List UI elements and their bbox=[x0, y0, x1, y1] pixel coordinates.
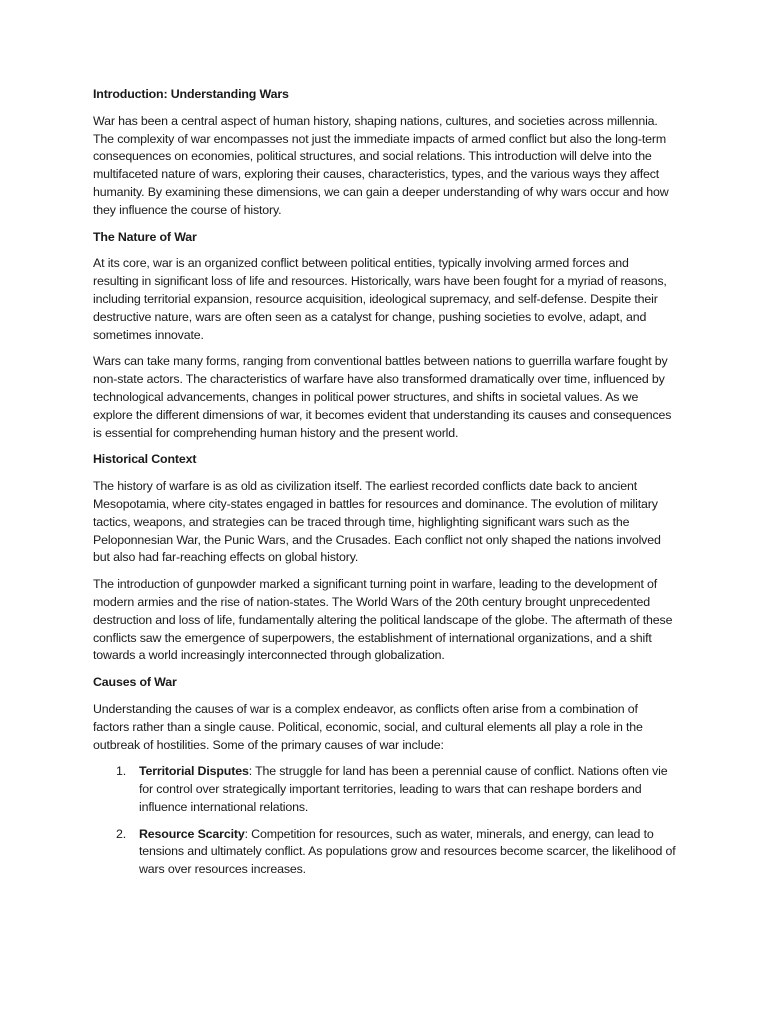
causes-list bbox=[93, 763, 677, 879]
heading-nature-of-war: The Nature of War bbox=[93, 229, 197, 244]
heading-introduction: Introduction: Understanding Wars bbox=[93, 87, 289, 101]
list-item bbox=[93, 763, 677, 816]
heading-causes-of-war: Causes of War bbox=[93, 675, 177, 690]
document-page bbox=[93, 86, 677, 888]
heading-historical-context: Historical Context bbox=[93, 452, 197, 467]
list-number: 1. bbox=[116, 764, 127, 779]
paragraph-introduction: War has been a central aspect of human history, shaping nations, cultures, and societies across millennia. The complexity of war encompasses not just the immediate impacts of armed conflict but also the long-term consequences on economies, political structures, and social relations. This introduction will delve into the multifaceted nature of wars, exploring their causes, characteristics, types, and the various ways they affect humanity. By examining these dimensions, we can gain a deeper understanding of why wars occur and how they influence the course of history. bbox=[93, 113, 669, 217]
paragraph-nature-1: At its core, war is an organized conflict between political entities, typically involving armed forces and resulting in significant loss of life and resources. Historically, wars have been fought for a myriad of reasons, including territorial expansion, resource acquisition, ideological supremacy, and self-defense. Despite their destructive nature, wars are often seen as a catalyst for change, pushing societies to evolve, adapt, and sometimes innovate. bbox=[93, 256, 667, 342]
paragraph-causes: Understanding the causes of war is a complex endeavor, as conflicts often arise from a combination of factors rather than a single cause. Political, economic, social, and cultural elements all play a role in the outbreak of hostilities. Some of the primary causes of war include: bbox=[93, 701, 643, 752]
list-item bbox=[93, 826, 677, 879]
paragraph-nature-2: Wars can take many forms, ranging from conventional battles between nations to guerrilla warfare fought by non-state actors. The characteristics of warfare have also transformed dramatically over time, influenced by technological advancements, changes in political power structures, and shifts in societal values. As we explore the different dimensions of war, it becomes evident that understanding its causes and consequences is essential for comprehending human history and the present world. bbox=[93, 354, 672, 440]
paragraph-history-1: The history of warfare is as old as civilization itself. The earliest recorded conflicts date back to ancient Mesopotamia, where city-states engaged in battles for resources and dominance. The evolution of military tactics, weapons, and strategies can be traced through time, highlighting significant wars such as the Peloponnesian War, the Punic Wars, and the Crusades. Each conflict not only shaped the nations involved but also had far-reaching effects on global history. bbox=[93, 479, 661, 565]
list-number: 2. bbox=[116, 826, 127, 841]
list-term: Territorial Disputes bbox=[139, 764, 249, 779]
list-text: : Competition for resources, such as water, minerals, and energy, can lead to tensions and ultimately conflict. As populations grow and resources become scarcer, the likelihood of wars over resources increases. bbox=[139, 826, 676, 877]
list-term: Resource Scarcity bbox=[139, 826, 245, 841]
list-text: : The struggle for land has been a perennial cause of conflict. Nations often vie for control over strategically important territories, leading to wars that can reshape borders and influence international relations. bbox=[139, 764, 668, 814]
paragraph-history-2: The introduction of gunpowder marked a significant turning point in warfare, leading to the development of modern armies and the rise of nation-states. The World Wars of the 20th century brought unprecedented destruction and loss of life, fundamentally altering the political landscape of the globe. The aftermath of these conflicts saw the emergence of superpowers, the establishment of international organizations, and a shift towards a world increasingly interconnected through globalization. bbox=[93, 577, 673, 663]
